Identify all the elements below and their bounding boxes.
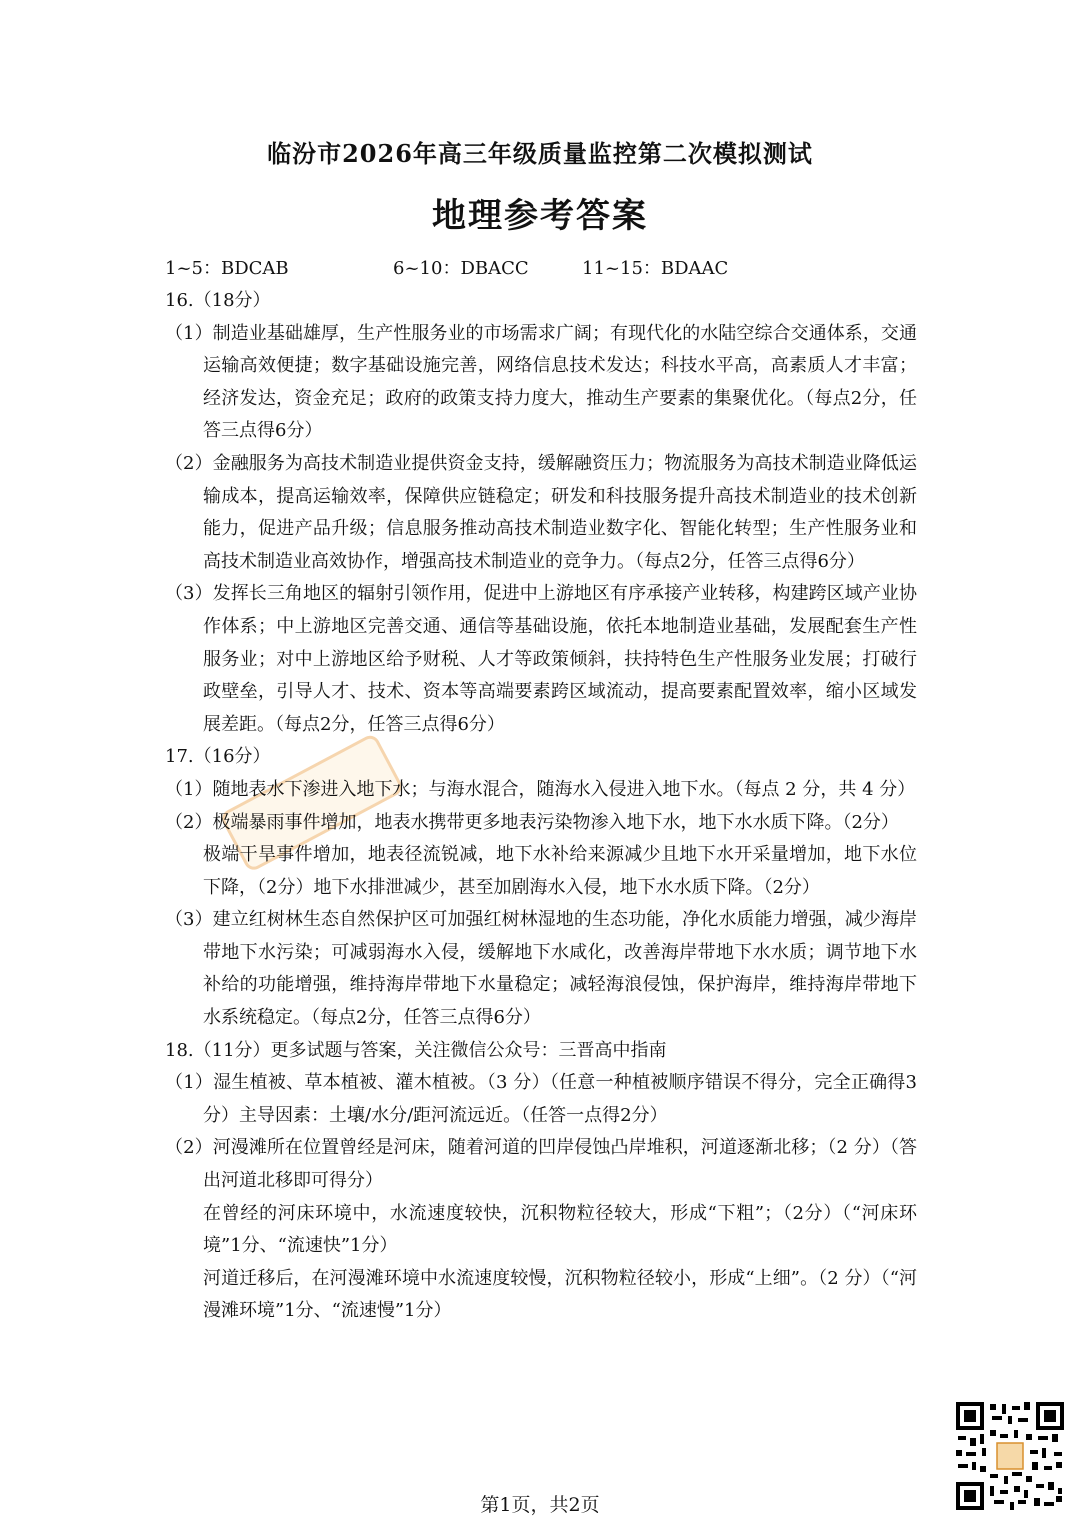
- q18-part2: （2）河漫滩所在位置曾经是河床，随着河道的凹岸侵蚀凸岸堆积，河道逐渐北移；（2 分）（答出河道北移即可得分）: [165, 1137, 917, 1192]
- q16-part1: （1）制造业基础雄厚，生产性服务业的市场需求广阔；有现代化的水陆空综合交通体系，交通运输高效便捷；数字基础设施完善，网络信息技术发达；科技水平高，高素质人才丰富；经济发达，资金充足；政府的政策支持力度大，推动生产要素的集聚优化。（每点2分，任答三点得6分）: [165, 322, 917, 442]
- q17-heading: 17.（16分）: [165, 746, 271, 768]
- answer-key-title: 地理参考答案: [432, 196, 648, 236]
- multiple-choice-answers: [165, 254, 925, 282]
- q18-part1: （1）湿生植被、草本植被、灌木植被。（3 分）（任意一种植被顺序错误不得分，完全正确得3分）主导因素：土壤/水分/距河流远近。（任答一点得2分）: [165, 1072, 917, 1126]
- mc-answers-6-10: 6~10：DBACC: [393, 258, 529, 279]
- q18-heading: 18.（11分）更多试题与答案，关注微信公众号：三晋高中指南: [165, 1039, 667, 1061]
- q17-part3: （3）建立红树林生态自然保护区可加强红树林湿地的生态功能，净化水质能力增强，减少海岸带地下水污染；可减弱海水入侵，缓解地下水咸化，改善海岸带地下水水质；调节地下水补给的功能增强，维持海岸带地下水量稳定；减轻海浪侵蚀，保护海岸，维持海岸带地下水系统稳定。（每点2分，任答三点得6分）: [165, 909, 917, 1029]
- mc-answers-1-5: 1~5：BDCAB: [165, 258, 289, 279]
- mc-answers-11-15: 11~15：BDAAC: [582, 258, 729, 279]
- page-number: 第1页，共2页: [480, 1494, 600, 1516]
- exam-title: 临汾市2026年高三年级质量监控第二次模拟测试: [267, 139, 813, 168]
- q17-part1: （1）随地表水下渗进入地下水；与海水混合，随海水入侵进入地下水。（每点 2 分，共 4 分）: [165, 778, 916, 800]
- q18-part2-cont2: 河道迁移后，在河漫滩环境中水流速度较慢，沉积物粒径较小，形成“上细”。（2 分）（“河漫滩环境”1分、“流速慢”1分）: [203, 1267, 917, 1322]
- q16-heading: 16.（18分）: [165, 290, 271, 311]
- answer-content: [165, 285, 917, 1328]
- q18-part2-cont1: 在曾经的河床环境中，水流速度较快，沉积物粒径较大，形成“下粗”；（2分）（“河床环境”1分、“流速快”1分）: [203, 1202, 917, 1257]
- q16-part3: （3）发挥长三角地区的辐射引领作用，促进中上游地区有序承接产业转移，构建跨区域产业协作体系；中上游地区完善交通、通信等基础设施，依托本地制造业基础，发展配套生产性服务业；对中上游地区给予财税、人才等政策倾斜，扶持特色生产性服务业发展；打破行政壁垒，引导人才、技术、资本等高端要素跨区域流动，提高要素配置效率，缩小区域发展差距。（每点2分，任答三点得6分）: [165, 583, 917, 735]
- q17-part2: （2）极端暴雨事件增加，地表水携带更多地表污染物渗入地下水，地下水水质下降。（2分）: [165, 811, 899, 833]
- q17-part2-cont: 极端干旱事件增加，地表径流锐减，地下水补给来源减少且地下水开采量增加，地下水位下降，（2分）地下水排泄减少，甚至加剧海水入侵，地下水水质下降。（2分）: [203, 844, 917, 898]
- q16-part2: （2）金融服务为高技术制造业提供资金支持，缓解融资压力；物流服务为高技术制造业降低运输成本，提高运输效率，保障供应链稳定；研发和科技服务提升高技术制造业的技术创新能力，促进产品升级；信息服务推动高技术制造业数字化、智能化转型；生产性服务业和高技术制造业高效协作，增强高技术制造业的竞争力。（每点2分，任答三点得6分）: [165, 452, 917, 572]
